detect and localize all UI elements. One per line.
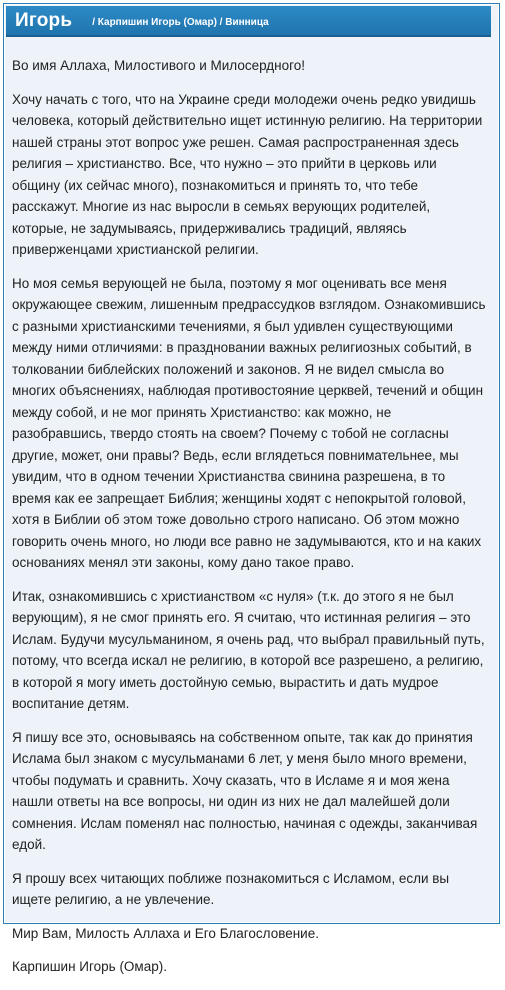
paragraph-islam: Итак, ознакомившись с христианством «с нуля» (т.к. до этого я не был верующим), я не смог принять его. Я считаю, что истинная религия – это Ислам. Будучи мусульманином, я очень рад, что выбрал правильный путь, потому, что всегда искал не религию, в которой все разрешено, а религию, в которой я могу иметь достойную семью, вырастить и дать мудрое воспитание детям. [12, 588, 485, 711]
header-bar [6, 6, 491, 37]
paragraph-blessing: Мир Вам, Милость Аллаха и Его Благословение. [12, 925, 319, 941]
paragraph-signature: Карпишин Игорь (Омар). [12, 959, 167, 974]
paragraph-greeting: Во имя Аллаха, Милостивого и Милосердного! [12, 58, 306, 73]
paragraph-appeal: Я прошу всех читающих поближе познакомиться с Исламом, если вы ищете религию, а не увлечение. [12, 870, 450, 907]
paragraph-intro: Хочу начать с того, что на Украине среди молодежи очень редко увидишь человека, который действительно ищет истинную религию. На территории нашей страны этот вопрос уже решен. Самая распространенная здесь религия – христианство. Все, что нужно – это прийти в церковь или общину (их сейчас много), познакомиться и принять то, что тебе расскажут. Многие из нас выросли в семьях верующих родителей, которые, не задумываясь, придерживались традиций, являясь приверженцами христианской религии. [12, 91, 483, 257]
paragraph-experience: Я пишу все это, основываясь на собственном опыте, так как до принятия Ислама был знаком с мусульманами 6 лет, у меня было много времени, чтобы подумать и сравнить. Хочу сказать, что в Исламе я и моя жена нашли ответы на все вопросы, ни один из них не дал малейшей доли сомнения. Ислам поменял нас полностью, начиная с одежды, заканчивая едой. [12, 729, 478, 852]
article-body [12, 55, 487, 990]
author-name: Игорь [15, 9, 73, 31]
paragraph-family: Но моя семья верующей не была, поэтому я мог оценивать все меня окружающее свежим, лишенным предрассудков взглядом. Ознакомившись с разными христианскими течениями, я был удивлен существующими между ними отличиями: в праздновании важных религиозных событий, в толковании библейских положений и законов. Я не видел смысла во многих объяснениях, наблюдая противостояние церквей, течений и общин между собой, и не мог принять Христианство: как можно, не разобравшись, твердо стоять на своем? Почему с тобой не согласны другие, может, они правы? Ведь, если вглядеться повнимательнее, мы увидим, что в одном течении Христианства свинина разрешена, в то время как ее запрещает Библия; женщины ходят с непокрытой головой, хотя в Библии об этом тоже довольно строго написано. Об этом можно говорить очень много, но люди все равно не задумываются, кто и на каких основаниях менял эти законы, кому дано такое право. [12, 275, 486, 570]
author-subtitle: / Карпишин Игорь (Омар) / Винница [92, 16, 269, 28]
